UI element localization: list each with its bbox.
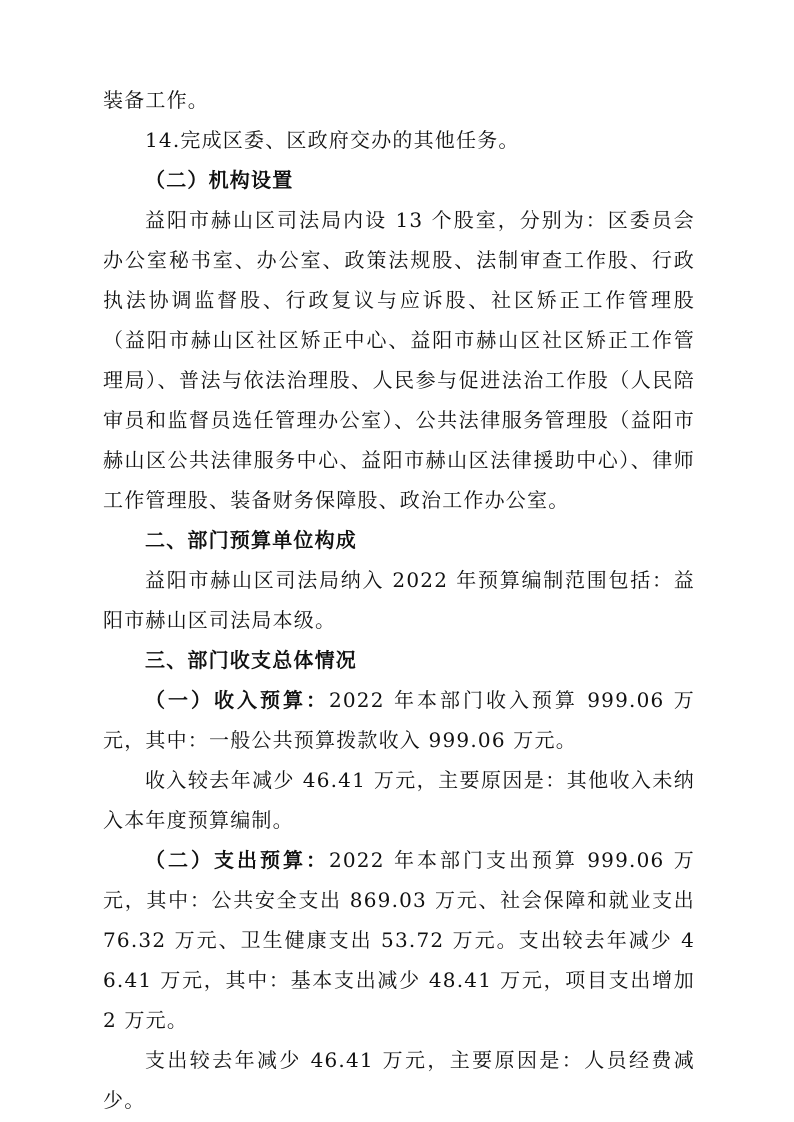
expense-body: 2022 年本部门支出预算 999.06 万元，其中：公共安全支出 869.03 万元、社会保障和就业支出 76.32 万元、卫生健康支出 53.72 万元。支出较去年减少 46.41 万元，其中：基本支出减少 48.41 万元，项目支出增加 2 万元。 bbox=[103, 848, 695, 1032]
paragraph-income-change: 收入较去年减少 46.41 万元，主要原因是：其他收入未纳入本年度预算编制。 bbox=[103, 768, 695, 832]
income-body: 2022 年本部门收入预算 999.06 万元，其中：一般公共预算拨款收入 999.06 万元。 bbox=[103, 688, 695, 752]
list-item-14: 14.完成区委、区政府交办的其他任务。 bbox=[145, 128, 520, 152]
income-lead: （一）收入预算： bbox=[145, 688, 329, 712]
paragraph-expense bbox=[103, 840, 695, 1040]
paragraph-sec2: 益阳市赫山区司法局纳入 2022 年预算编制范围包括：益阳市赫山区司法局本级。 bbox=[103, 568, 695, 632]
section-heading-3: 三、部门收支总体情况 bbox=[145, 648, 357, 672]
paragraph-income bbox=[103, 680, 695, 760]
section-heading-2: 二、部门预算单位构成 bbox=[145, 528, 357, 552]
paragraph-continued: 装备工作。 bbox=[103, 88, 209, 112]
expense-lead: （二）支出预算： bbox=[145, 848, 329, 872]
paragraph-jigou: 益阳市赫山区司法局内设 13 个股室，分别为：区委员会办公室秘书室、办公室、政策法规股、法制审查工作股、行政执法协调监督股、行政复议与应诉股、社区矫正工作管理股（益阳市赫山区社区矫正中心、益阳市赫山区社区矫正工作管理局）、普法与依法治理股、人民参与促进法治工作股（人民陪审员和监督员选任管理办公室）、公共法律服务管理股（益阳市赫山区公共法律服务中心、益阳市赫山区法律援助中心）、律师工作管理股、装备财务保障股、政治工作办公室。 bbox=[103, 208, 695, 512]
paragraph-expense-change: 支出较去年减少 46.41 万元，主要原因是：人员经费减少。 bbox=[103, 1048, 695, 1112]
document-body bbox=[103, 80, 695, 1120]
section-heading-jigou: （二）机构设置 bbox=[145, 168, 294, 192]
